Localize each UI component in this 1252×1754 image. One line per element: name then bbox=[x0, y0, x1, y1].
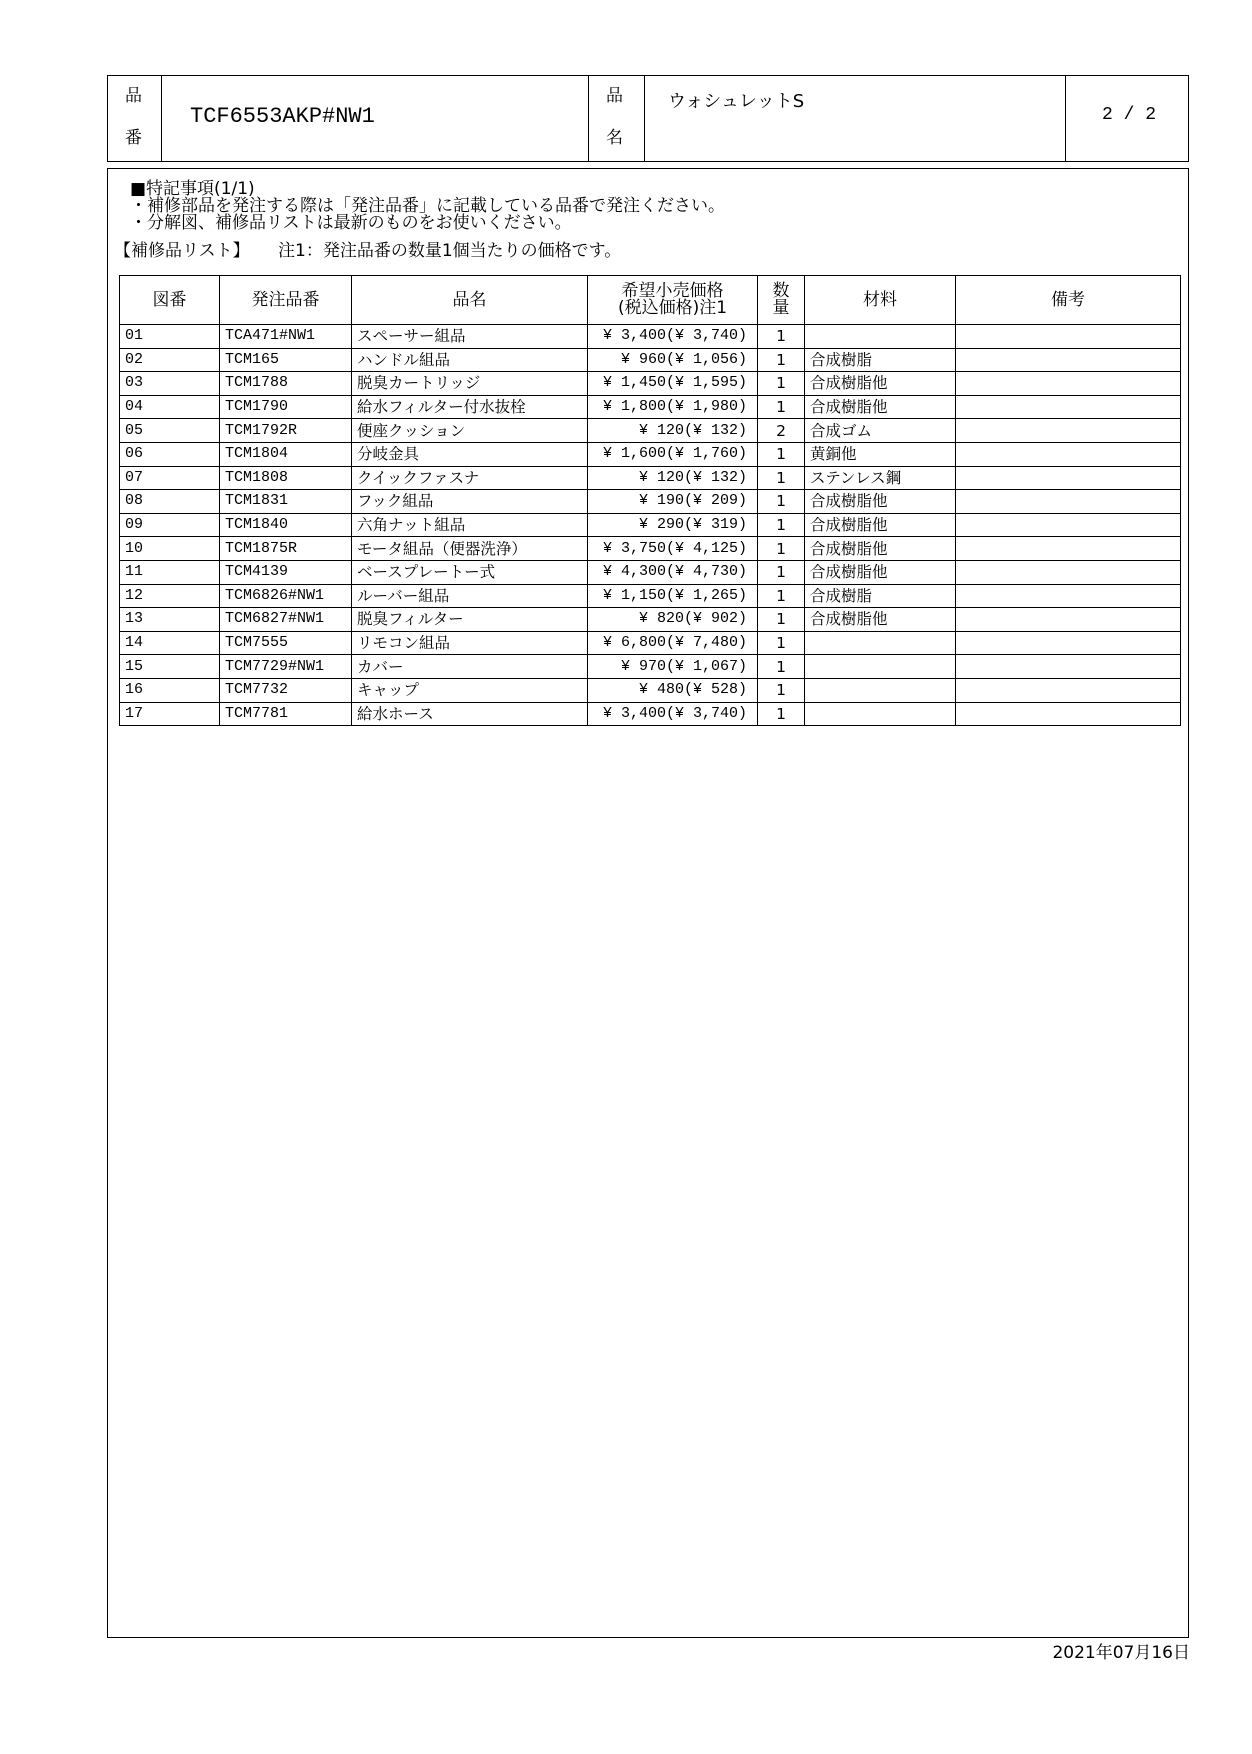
column-header-material: 材料 bbox=[805, 276, 956, 325]
cell-remarks bbox=[956, 537, 1181, 561]
cell-part-name: 給水フィルター付水抜栓 bbox=[352, 395, 588, 419]
cell-price: ¥ 1,800(¥ 1,980) bbox=[588, 395, 758, 419]
parts-list-price-note: 注1：発注品番の数量1個当たりの価格です。 bbox=[278, 241, 622, 261]
cell-remarks bbox=[956, 702, 1181, 726]
cell-remarks bbox=[956, 631, 1181, 655]
column-header-price-line2: (税込価格)注1 bbox=[617, 298, 728, 318]
cell-remarks bbox=[956, 560, 1181, 584]
cell-price: ¥ 970(¥ 1,067) bbox=[588, 655, 758, 679]
cell-price: ¥ 290(¥ 319) bbox=[588, 513, 758, 537]
product-code-label-top: 品 bbox=[125, 86, 142, 106]
cell-figure-no: 04 bbox=[120, 395, 220, 419]
cell-quantity: 1 bbox=[758, 348, 805, 372]
cell-remarks bbox=[956, 584, 1181, 608]
cell-order-code: TCM1790 bbox=[220, 395, 352, 419]
cell-quantity: 1 bbox=[758, 466, 805, 490]
cell-material: 合成樹脂 bbox=[805, 348, 956, 372]
cell-part-name: スペーサー組品 bbox=[352, 325, 588, 349]
cell-price: ¥ 820(¥ 902) bbox=[588, 608, 758, 632]
cell-price: ¥ 480(¥ 528) bbox=[588, 678, 758, 702]
cell-material bbox=[805, 702, 956, 726]
product-name-label-top: 品 bbox=[606, 86, 623, 106]
cell-order-code: TCM4139 bbox=[220, 560, 352, 584]
cell-price: ¥ 4,300(¥ 4,730) bbox=[588, 560, 758, 584]
table-row bbox=[120, 325, 1181, 349]
header-divider bbox=[588, 76, 589, 161]
cell-part-name: 給水ホース bbox=[352, 702, 588, 726]
cell-remarks bbox=[956, 325, 1181, 349]
cell-figure-no: 11 bbox=[120, 560, 220, 584]
cell-remarks bbox=[956, 466, 1181, 490]
cell-order-code: TCM6826#NW1 bbox=[220, 584, 352, 608]
document-header bbox=[107, 75, 1189, 162]
product-name: ウォシュレットS bbox=[668, 91, 805, 112]
product-code: TCF6553AKP#NW1 bbox=[190, 104, 375, 129]
cell-remarks bbox=[956, 395, 1181, 419]
cell-order-code: TCM7555 bbox=[220, 631, 352, 655]
cell-material: 合成樹脂他 bbox=[805, 513, 956, 537]
column-header-price bbox=[588, 276, 758, 325]
table-row bbox=[120, 608, 1181, 632]
cell-price: ¥ 120(¥ 132) bbox=[588, 466, 758, 490]
column-header-quantity-line1: 数 bbox=[772, 281, 790, 301]
cell-material bbox=[805, 678, 956, 702]
cell-material: 合成樹脂他 bbox=[805, 490, 956, 514]
table-row bbox=[120, 631, 1181, 655]
header-divider bbox=[644, 76, 645, 161]
cell-price: ¥ 960(¥ 1,056) bbox=[588, 348, 758, 372]
cell-figure-no: 15 bbox=[120, 655, 220, 679]
product-code-label-bottom: 番 bbox=[125, 128, 142, 148]
table-row bbox=[120, 490, 1181, 514]
cell-figure-no: 09 bbox=[120, 513, 220, 537]
cell-figure-no: 13 bbox=[120, 608, 220, 632]
cell-remarks bbox=[956, 419, 1181, 443]
table-row bbox=[120, 584, 1181, 608]
cell-remarks bbox=[956, 678, 1181, 702]
cell-remarks bbox=[956, 655, 1181, 679]
cell-figure-no: 08 bbox=[120, 490, 220, 514]
cell-order-code: TCM1788 bbox=[220, 372, 352, 396]
cell-figure-no: 02 bbox=[120, 348, 220, 372]
column-header-part-name: 品名 bbox=[352, 276, 588, 325]
cell-quantity: 1 bbox=[758, 513, 805, 537]
cell-part-name: 脱臭フィルター bbox=[352, 608, 588, 632]
cell-order-code: TCM7729#NW1 bbox=[220, 655, 352, 679]
cell-quantity: 1 bbox=[758, 631, 805, 655]
cell-material: 合成樹脂他 bbox=[805, 395, 956, 419]
cell-quantity: 1 bbox=[758, 655, 805, 679]
cell-order-code: TCA471#NW1 bbox=[220, 325, 352, 349]
table-row bbox=[120, 419, 1181, 443]
column-header-quantity bbox=[758, 276, 805, 325]
column-header-remarks: 備考 bbox=[956, 276, 1181, 325]
cell-quantity: 2 bbox=[758, 419, 805, 443]
cell-figure-no: 12 bbox=[120, 584, 220, 608]
cell-material: 黄銅他 bbox=[805, 442, 956, 466]
cell-quantity: 1 bbox=[758, 490, 805, 514]
cell-figure-no: 10 bbox=[120, 537, 220, 561]
cell-material bbox=[805, 631, 956, 655]
cell-quantity: 1 bbox=[758, 560, 805, 584]
table-row bbox=[120, 372, 1181, 396]
table-row bbox=[120, 702, 1181, 726]
cell-remarks bbox=[956, 372, 1181, 396]
cell-order-code: TCM7732 bbox=[220, 678, 352, 702]
table-row bbox=[120, 513, 1181, 537]
cell-material: 合成樹脂他 bbox=[805, 372, 956, 396]
cell-material: 合成樹脂他 bbox=[805, 560, 956, 584]
special-notes-title: ■特記事項(1/1) bbox=[130, 179, 255, 199]
cell-price: ¥ 3,400(¥ 3,740) bbox=[588, 325, 758, 349]
cell-order-code: TCM7781 bbox=[220, 702, 352, 726]
cell-part-name: 脱臭カートリッジ bbox=[352, 372, 588, 396]
cell-order-code: TCM1831 bbox=[220, 490, 352, 514]
cell-figure-no: 03 bbox=[120, 372, 220, 396]
cell-quantity: 1 bbox=[758, 537, 805, 561]
table-row bbox=[120, 537, 1181, 561]
cell-part-name: ハンドル組品 bbox=[352, 348, 588, 372]
cell-order-code: TCM1808 bbox=[220, 466, 352, 490]
cell-remarks bbox=[956, 348, 1181, 372]
cell-part-name: カバー bbox=[352, 655, 588, 679]
cell-material bbox=[805, 655, 956, 679]
cell-price: ¥ 190(¥ 209) bbox=[588, 490, 758, 514]
cell-price: ¥ 1,150(¥ 1,265) bbox=[588, 584, 758, 608]
issue-date: 2021年07月16日 bbox=[1052, 1643, 1190, 1663]
cell-part-name: キャップ bbox=[352, 678, 588, 702]
cell-figure-no: 17 bbox=[120, 702, 220, 726]
cell-order-code: TCM165 bbox=[220, 348, 352, 372]
cell-quantity: 1 bbox=[758, 395, 805, 419]
table-row bbox=[120, 395, 1181, 419]
cell-figure-no: 14 bbox=[120, 631, 220, 655]
cell-material bbox=[805, 325, 956, 349]
cell-figure-no: 16 bbox=[120, 678, 220, 702]
cell-remarks bbox=[956, 490, 1181, 514]
cell-order-code: TCM1840 bbox=[220, 513, 352, 537]
cell-price: ¥ 120(¥ 132) bbox=[588, 419, 758, 443]
cell-price: ¥ 3,750(¥ 4,125) bbox=[588, 537, 758, 561]
cell-part-name: 便座クッション bbox=[352, 419, 588, 443]
special-note-line: ・分解図、補修品リストは最新のものをお使いください。 bbox=[130, 213, 572, 233]
cell-price: ¥ 3,400(¥ 3,740) bbox=[588, 702, 758, 726]
cell-part-name: クイックファスナ bbox=[352, 466, 588, 490]
cell-price: ¥ 1,450(¥ 1,595) bbox=[588, 372, 758, 396]
table-row bbox=[120, 466, 1181, 490]
page-number: 2 / 2 bbox=[1102, 105, 1157, 125]
cell-material: 合成樹脂他 bbox=[805, 608, 956, 632]
cell-material: 合成ゴム bbox=[805, 419, 956, 443]
cell-price: ¥ 6,800(¥ 7,480) bbox=[588, 631, 758, 655]
special-note-line: ・補修部品を発注する際は「発注品番」に記載している品番で発注ください。 bbox=[130, 196, 725, 216]
cell-quantity: 1 bbox=[758, 584, 805, 608]
parts-list-title: 【補修品リスト】 bbox=[114, 241, 250, 261]
cell-quantity: 1 bbox=[758, 372, 805, 396]
product-name-label-bottom: 名 bbox=[606, 128, 623, 148]
cell-remarks bbox=[956, 608, 1181, 632]
cell-figure-no: 05 bbox=[120, 419, 220, 443]
cell-figure-no: 07 bbox=[120, 466, 220, 490]
cell-price: ¥ 1,600(¥ 1,760) bbox=[588, 442, 758, 466]
cell-part-name: 六角ナット組品 bbox=[352, 513, 588, 537]
cell-quantity: 1 bbox=[758, 325, 805, 349]
cell-quantity: 1 bbox=[758, 442, 805, 466]
cell-part-name: ルーバー組品 bbox=[352, 584, 588, 608]
cell-figure-no: 01 bbox=[120, 325, 220, 349]
cell-order-code: TCM1875R bbox=[220, 537, 352, 561]
parts-table bbox=[119, 275, 1181, 726]
column-header-quantity-line2: 量 bbox=[772, 298, 790, 318]
cell-material: ステンレス鋼 bbox=[805, 466, 956, 490]
column-header-price-line1: 希望小売価格 bbox=[621, 281, 724, 301]
cell-part-name: モータ組品（便器洗浄） bbox=[352, 537, 588, 561]
table-row bbox=[120, 655, 1181, 679]
cell-remarks bbox=[956, 442, 1181, 466]
header-divider bbox=[161, 76, 162, 161]
cell-order-code: TCM6827#NW1 bbox=[220, 608, 352, 632]
cell-remarks bbox=[956, 513, 1181, 537]
cell-figure-no: 06 bbox=[120, 442, 220, 466]
cell-material: 合成樹脂他 bbox=[805, 537, 956, 561]
column-header-figure-no: 図番 bbox=[120, 276, 220, 325]
cell-part-name: リモコン組品 bbox=[352, 631, 588, 655]
table-row bbox=[120, 442, 1181, 466]
table-header-row bbox=[120, 276, 1181, 325]
table-row bbox=[120, 678, 1181, 702]
cell-part-name: フック組品 bbox=[352, 490, 588, 514]
header-divider bbox=[1065, 76, 1066, 161]
cell-order-code: TCM1792R bbox=[220, 419, 352, 443]
cell-quantity: 1 bbox=[758, 702, 805, 726]
cell-order-code: TCM1804 bbox=[220, 442, 352, 466]
cell-part-name: 分岐金具 bbox=[352, 442, 588, 466]
table-row bbox=[120, 560, 1181, 584]
cell-material: 合成樹脂 bbox=[805, 584, 956, 608]
table-row bbox=[120, 348, 1181, 372]
cell-quantity: 1 bbox=[758, 608, 805, 632]
cell-part-name: ベースプレートー式 bbox=[352, 560, 588, 584]
column-header-order-code: 発注品番 bbox=[220, 276, 352, 325]
cell-quantity: 1 bbox=[758, 678, 805, 702]
